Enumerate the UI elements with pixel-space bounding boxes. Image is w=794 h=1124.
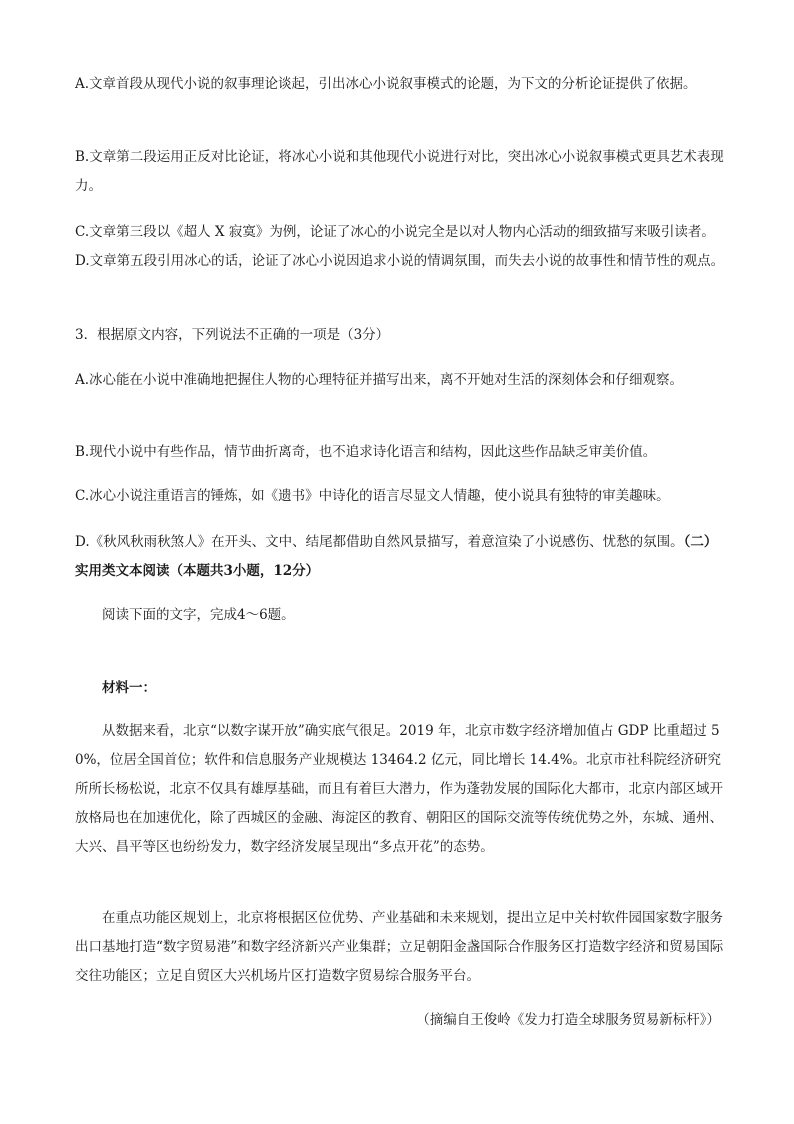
- q2-option-cd: C.文章第三段以《超人 X 寂寞》为例，论证了冰心的小说完全是以对人物内心活动的细致描写来吸引读者。D.文章第五段引用冰心的话，论证了冰心小说因追求小说的情调氛围，而失去小说的故事性和情节性的观点。: [75, 224, 725, 269]
- material1-paragraph2: 在重点功能区规划上，北京将根据区位优势、产业基础和未来规划，提出立足中关村软件园国家数字服务出口基地打造“数字贸易港”和数字经济新兴产业集群；立足朝阳金盏国际合作服务区打造数字经济和贸易国际交往功能区；立足自贸区大兴机场片区打造数字贸易综合服务平台。: [75, 910, 724, 984]
- q2-option-a: A.文章首段从现代小说的叙事理论谈起，引出冰心小说叙事模式的论题，为下文的分析论证提供了依据。: [75, 76, 697, 92]
- q3-option-c: C.冰心小说注重语言的锤炼，如《遗书》中诗化的语言尽显文人情趣，使小说具有独特的审美趣味。: [75, 488, 670, 504]
- q3-option-d-text: D.《秋风秋雨秋煞人》在开头、文中、结尾都借助自然风景描写，着意渲染了小说感伤、忧愁的氛围。: [75, 534, 684, 550]
- material-label: 材料一：: [102, 680, 156, 696]
- q3-option-a: A.冰心能在小说中准确地把握住人物的心理特征并描写出来，离不开她对生活的深刻体会和仔细观察。: [75, 372, 684, 388]
- q3-stem: 3．根据原文内容，下列说法不正确的一项是（3分）: [75, 327, 390, 343]
- q2-option-b: B.文章第二段运用正反对比论证，将冰心小说和其他现代小说进行对比，突出冰心小说叙事模式更具艺术表现力。: [75, 149, 724, 194]
- reading-instruction: 阅读下面的文字，完成4～6题。: [102, 607, 295, 623]
- section-heading: （二）实用类文本阅读（本题共3小题，12分）: [75, 534, 718, 579]
- material1-paragraph1: 从数据来看，北京“以数字谋开放”确实底气很足。2019 年，北京市数字经济增加值占 GDP 比重超过 50%，位居全国首位；软件和信息服务产业规模达 13464.2 亿元，同比增长 14.4%。北京市社科院经济研究所所长杨松说，北京不仅具有雄厚基础，而且有着巨大潜力，作为蓬勃发展的国际化大都市，北京内部区域开放格局也在加速优化，除了西城区的金融、海淀区的教育、朝阳区的国际交流等传统优势之外，东城、通州、大兴、昌平等区也纷纷发力，数字经济发展呈现出“多点开花”的态势。: [75, 723, 723, 855]
- q3-option-b: B.现代小说中有些作品，情节曲折离奇，也不追求诗化语言和结构，因此这些作品缺乏审美价值。: [75, 444, 657, 460]
- material-source: （摘编自王俊岭《发力打造全球服务贸易新标杆》）: [416, 1012, 720, 1028]
- q3-option-d: [75, 528, 725, 586]
